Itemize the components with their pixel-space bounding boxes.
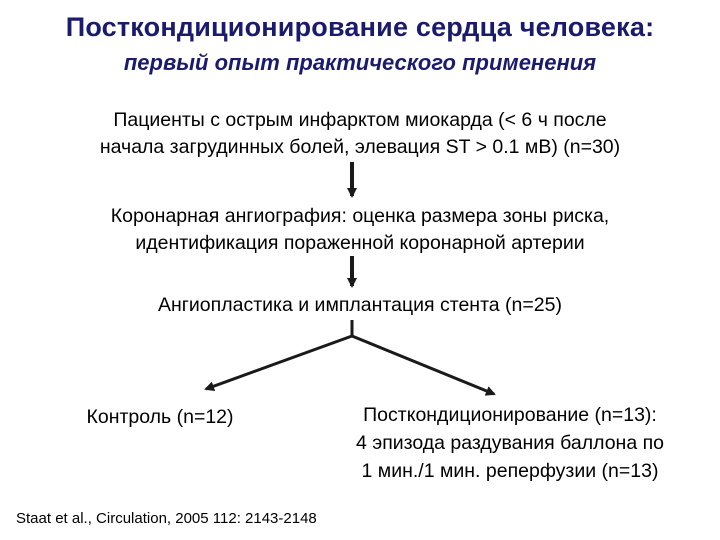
arrow-split-to-postconditioning (352, 336, 494, 394)
slide-title: Посткондиционирование сердца человека: (65, 12, 655, 42)
step-angiography-line1: Коронарная ангиография: оценка размера зоны риска, (110, 205, 610, 227)
slide-subtitle: первый опыт практического применения (123, 50, 597, 75)
branch-postconditioning-line1: Посткондиционирование (n=13): (363, 404, 657, 426)
step-angioplasty-line1: Ангиопластика и имплантация стента (n=25) (158, 294, 562, 316)
step-patients-line1: Пациенты с острым инфарктом миокарда (< 6 ч после (113, 109, 607, 131)
branch-postconditioning-line2: 4 эпизода раздувания баллона по (355, 432, 664, 454)
step-patients-line2: начала загрудинных болей, элевация ST > 0.1 мВ) (n=30) (99, 136, 621, 158)
arrow-split-to-control (206, 336, 352, 389)
branch-control: Контроль (n=12) (86, 406, 234, 428)
step-angiography-line2: идентификация пораженной коронарной артерии (135, 232, 585, 254)
citation: Staat et al., Circulation, 2005 112: 2143-2148 (16, 510, 317, 527)
branch-postconditioning-line3: 1 мин./1 мин. реперфузии (n=13) (361, 460, 659, 482)
